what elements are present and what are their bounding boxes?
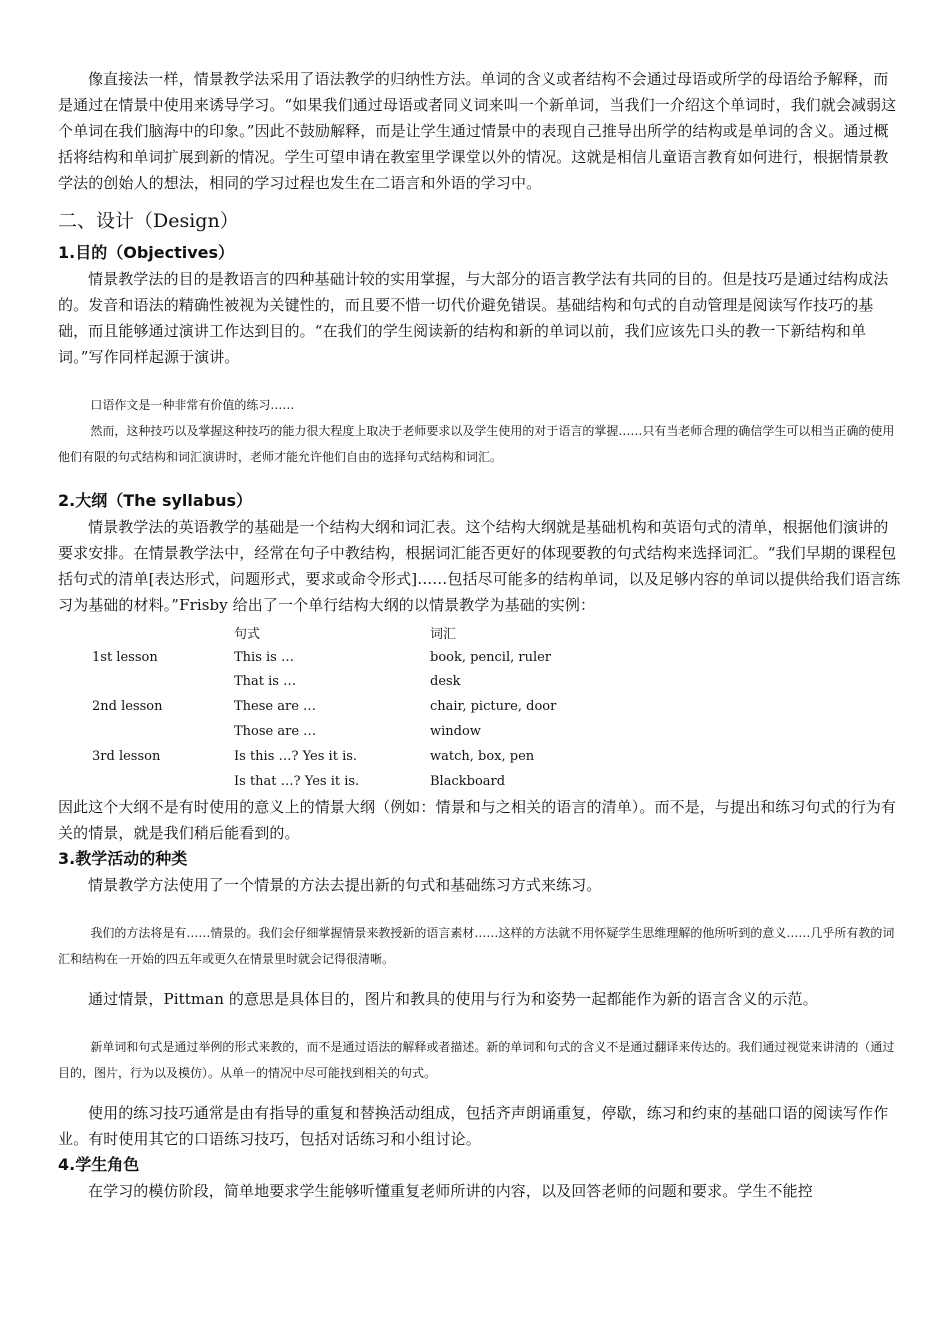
paragraph-practice: 使用的练习技巧通常是由有指导的重复和替换活动组成，包括齐声朗诵重复，停歇，练习和约束的基础口语的阅读写作作业。有时使用其它的口语练习技巧，包括对话练习和小组讨论。: [58, 1103, 889, 1148]
table-cell: Is that …? Yes it is.: [234, 773, 360, 789]
table-cell: Those are …: [234, 724, 317, 740]
table-header-row: [92, 620, 630, 645]
heading-objectives: 1.目的（Objectives）: [58, 243, 235, 262]
document-page: [58, 66, 903, 1204]
table-cell: [92, 769, 234, 794]
quote-new-words: 新单词和句式是通过举例的形式来教的，而不是通过语法的解释或者描述。新的单词和句式的含义不是通过翻译来传达的。我们通过视觉来讲清的（通过目的，图片，行为以及模仿）。从单一的情况中尽可能找到相关的句式。: [58, 1039, 895, 1080]
paragraph-intro: 像直接法一样，情景教学法采用了语法教学的归纳性方法。单词的含义或者结构不会通过母语或所学的母语给予解释，而是通过在情景中使用来诱导学习。“如果我们通过母语或者同义词来叫一个新单词，当我们一介绍这个单词时，我们就会减弱这个单词在我们脑海中的印象。”因此不鼓励解释，而是让学生通过情景中的表现自己推导出所学的结构或是单词的含义。通过概括将结构和单词扩展到新的情况。学生可望申请在教室里学课堂以外的情况。这就是相信儿童语言教育如何进行，根据情景教学法的创始人的想法，相同的学习过程也发生在二语言和外语的学习中。: [58, 70, 897, 192]
table-cell: 1st lesson: [92, 649, 158, 665]
paragraph-objectives: 情景教学法的目的是教语言的四种基础计较的实用掌握，与大部分的语言教学法有共同的目的。但是技巧是通过结构成法的。发音和语法的精确性被视为关键性的，而且要不惜一切代价避免错误。基础结构和句式的自动管理是阅读写作技巧的基础，而且能够通过演讲工作达到目的。“在我们的学生阅读新的结构和新的单词以前，我们应该先口头的教一下新结构和单词。”写作同样起源于演讲。: [58, 270, 889, 366]
table-cell: desk: [430, 674, 461, 690]
table-cell: window: [430, 724, 481, 740]
quote-teacher-control: 然而，这种技巧以及掌握这种技巧的能力很大程度上取决于老师要求以及学生使用的对于语言的掌握……只有当老师合理的确信学生可以相当正确的使用他们有限的句式结构和词汇演讲时，老师才能允许他们自由的选择句式结构和词汇。: [58, 424, 895, 464]
table-row: [92, 719, 630, 744]
table-row: [92, 769, 630, 794]
table-cell: Is this …? Yes it is.: [234, 748, 358, 764]
table-cell: chair, picture, door: [430, 699, 557, 715]
heading-activities: 3.教学活动的种类: [58, 848, 188, 868]
paragraph-syllabus-note: 因此这个大纲不是有时使用的意义上的情景大纲（例如：情景和与之相关的语言的清单）。而不是，与提出和练习句式的行为有关的情景，就是我们稍后能看到的。: [58, 797, 897, 842]
table-row: [92, 744, 630, 769]
table-cell: 3rd lesson: [92, 748, 161, 764]
quote-oral-composition: 口语作文是一种非常有价值的练习……: [90, 398, 295, 412]
paragraph-pittman: 通过情景，Pittman 的意思是具体目的，图片和教具的使用与行为和姿势一起都能作为新的语言含义的示范。: [88, 989, 818, 1008]
table-cell: This is …: [234, 649, 294, 665]
table-cell: Blackboard: [430, 773, 506, 789]
syllabus-table: [92, 620, 630, 794]
heading-syllabus: 2.大纲（The syllabus）: [58, 491, 253, 510]
table-row: [92, 645, 630, 670]
table-header-cell: [92, 620, 234, 645]
section-heading-design: 二、设计（Design）: [58, 210, 239, 232]
table-cell: [92, 670, 234, 695]
table-cell: book, pencil, ruler: [430, 649, 552, 665]
paragraph-learner-roles: 在学习的模仿阶段，简单地要求学生能够听懂重复老师所讲的内容，以及回答老师的问题和要求。学生不能控: [88, 1181, 813, 1200]
table-row: [92, 694, 630, 719]
heading-learner-roles: 4.学生角色: [58, 1154, 140, 1174]
table-cell: watch, box, pen: [430, 748, 535, 764]
table-cell: These are …: [234, 699, 317, 715]
paragraph-activities: 情景教学方法使用了一个情景的方法去提出新的句式和基础练习方式来练习。: [88, 875, 602, 894]
table-row: [92, 670, 630, 695]
table-cell: [92, 719, 234, 744]
quote-situational-method: 我们的方法将是有……情景的。我们会仔细掌握情景来教授新的语言素材……这样的方法就不用怀疑学生思维理解的他所听到的意义……几乎所有教的词汇和结构在一开始的四五年或更久在情景里时就会记得很清晰。: [58, 925, 895, 966]
table-cell: That is …: [234, 674, 297, 690]
table-cell: 2nd lesson: [92, 699, 163, 715]
paragraph-syllabus: 情景教学法的英语教学的基础是一个结构大纲和词汇表。这个结构大纲就是基础机构和英语句式的清单，根据他们演讲的要求安排。在情景教学法中，经常在句子中教结构，根据词汇能否更好的体现要教的句式结构来选择词汇。“我们早期的课程包括句式的清单[表达形式，问题形式，要求或命令形式]……包括尽可能多的结构单词，以及足够内容的单词以提供给我们语言练习为基础的材料。”Frisby 给出了一个单行结构大纲的以情景教学为基础的实例：: [58, 518, 901, 614]
table-header-cell: 句式: [234, 626, 261, 642]
table-header-cell: 词汇: [430, 626, 457, 642]
